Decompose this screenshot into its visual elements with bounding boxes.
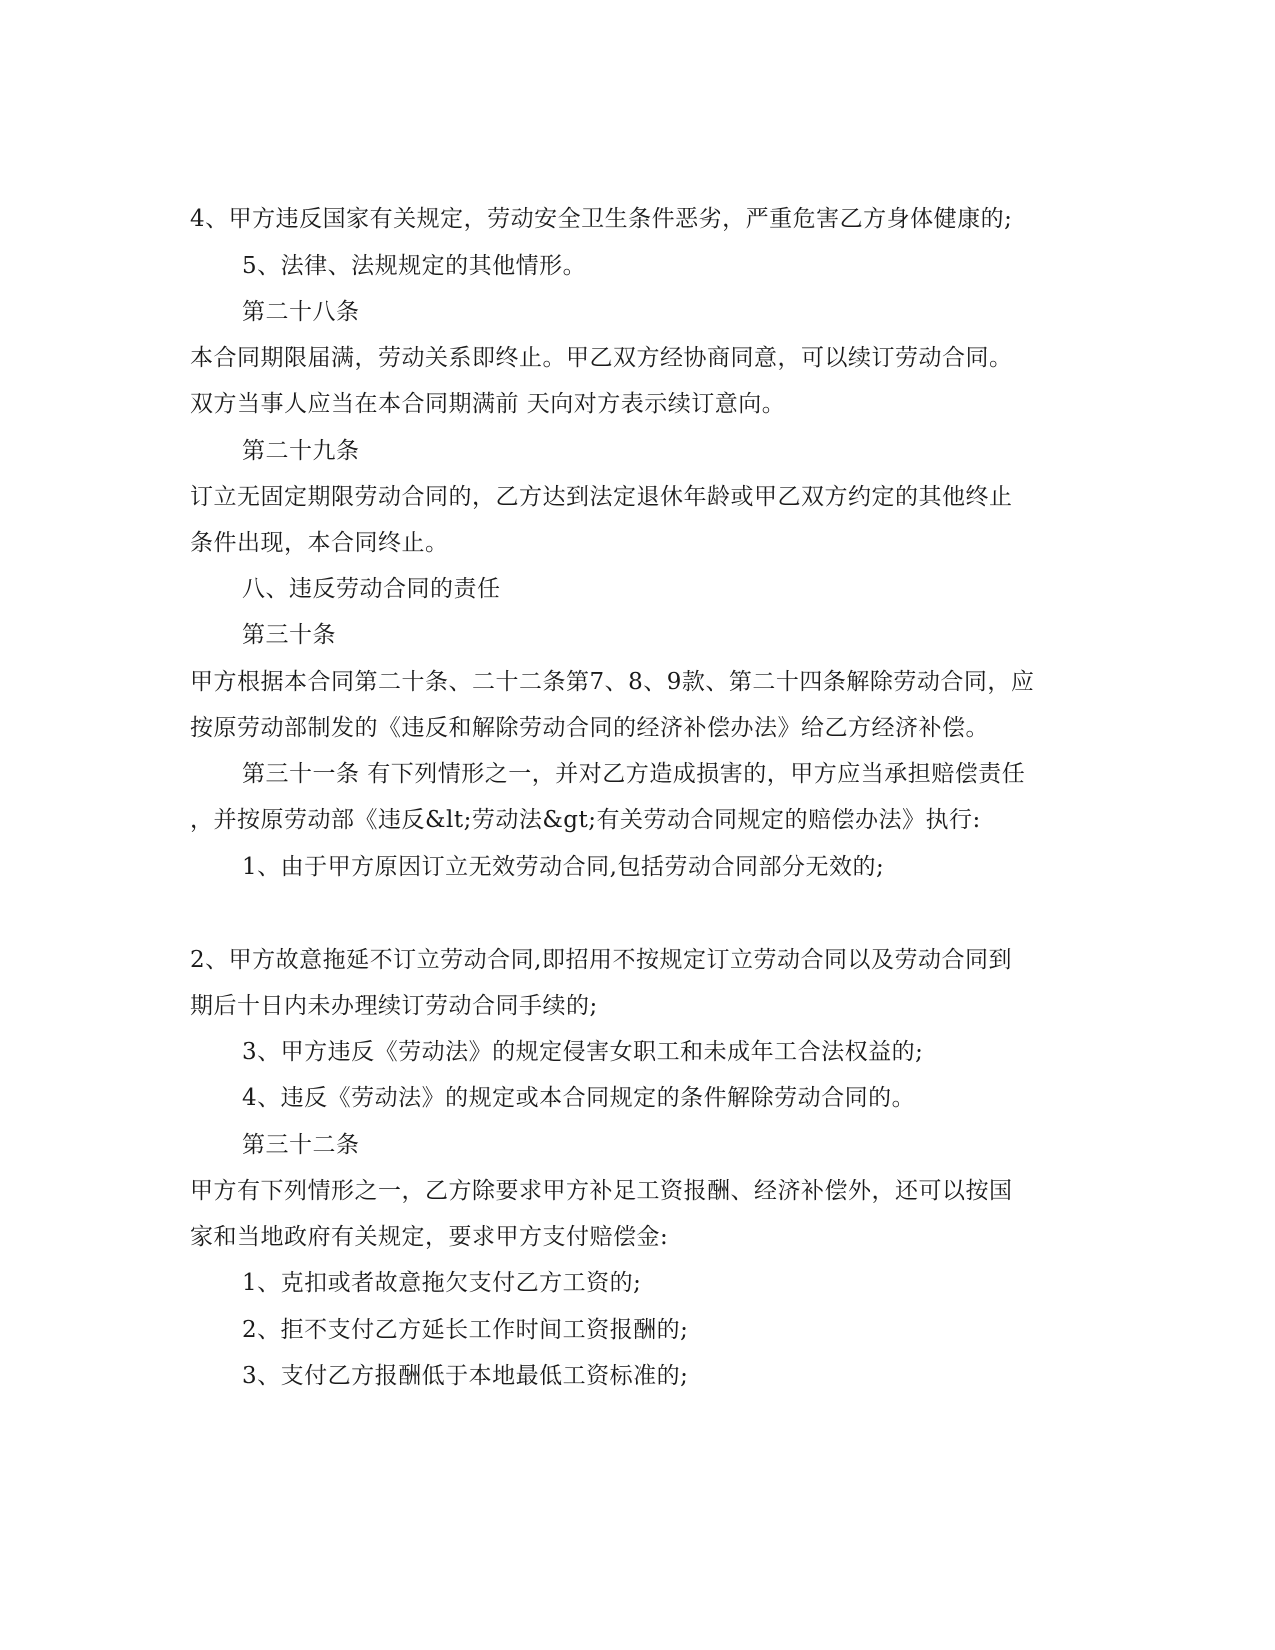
text-line: 5、法律、法规规定的其他情形。: [242, 253, 587, 279]
text-line: 按原劳动部制发的《违反和解除劳动合同的经济补偿办法》给乙方经济补偿。: [190, 715, 989, 741]
text-line: 1、克扣或者故意拖欠支付乙方工资的;: [242, 1270, 642, 1296]
text-line: 2、甲方故意拖延不订立劳动合同,即招用不按规定订立劳动合同以及劳动合同到: [190, 947, 1012, 973]
article-heading: 第三十条: [242, 622, 336, 648]
article-heading: 第二十八条: [242, 299, 360, 325]
text-line: 期后十日内未办理续订劳动合同手续的;: [190, 993, 598, 1019]
text-line: 甲方根据本合同第二十条、二十二条第7、8、9款、第二十四条解除劳动合同，应: [190, 669, 1035, 695]
text-line: 4、甲方违反国家有关规定，劳动安全卫生条件恶劣，严重危害乙方身体健康的;: [190, 206, 1013, 232]
text-line: 本合同期限届满，劳动关系即终止。甲乙双方经协商同意，可以续订劳动合同。: [190, 345, 1013, 371]
text-line: 甲方有下列情形之一，乙方除要求甲方补足工资报酬、经济补偿外，还可以按国: [190, 1178, 1013, 1204]
text-line: 第三十一条 有下列情形之一，并对乙方造成损害的，甲方应当承担赔偿责任: [242, 761, 1026, 787]
text-line: 4、违反《劳动法》的规定或本合同规定的条件解除劳动合同的。: [242, 1085, 916, 1111]
text-line: 3、甲方违反《劳动法》的规定侵害女职工和未成年工合法权益的;: [242, 1039, 924, 1065]
text-line: 订立无固定期限劳动合同的，乙方达到法定退休年龄或甲乙双方约定的其他终止: [190, 484, 1013, 510]
article-heading: 第三十二条: [242, 1132, 360, 1158]
text-line: 条件出现，本合同终止。: [190, 530, 449, 556]
text-line: 3、支付乙方报酬低于本地最低工资标准的;: [242, 1363, 689, 1389]
section-heading: 八、违反劳动合同的责任: [242, 576, 501, 602]
text-line: 双方当事人应当在本合同期满前 天向对方表示续订意向。: [190, 391, 786, 417]
text-line: 家和当地政府有关规定，要求甲方支付赔偿金:: [190, 1224, 669, 1250]
text-line: ，并按原劳动部《违反&lt;劳动法&gt;有关劳动合同规定的赔偿办法》执行:: [190, 807, 981, 833]
text-line: 1、由于甲方原因订立无效劳动合同,包括劳动合同部分无效的;: [242, 854, 885, 880]
text-line: 2、拒不支付乙方延长工作时间工资报酬的;: [242, 1317, 689, 1343]
article-heading: 第二十九条: [242, 438, 360, 464]
